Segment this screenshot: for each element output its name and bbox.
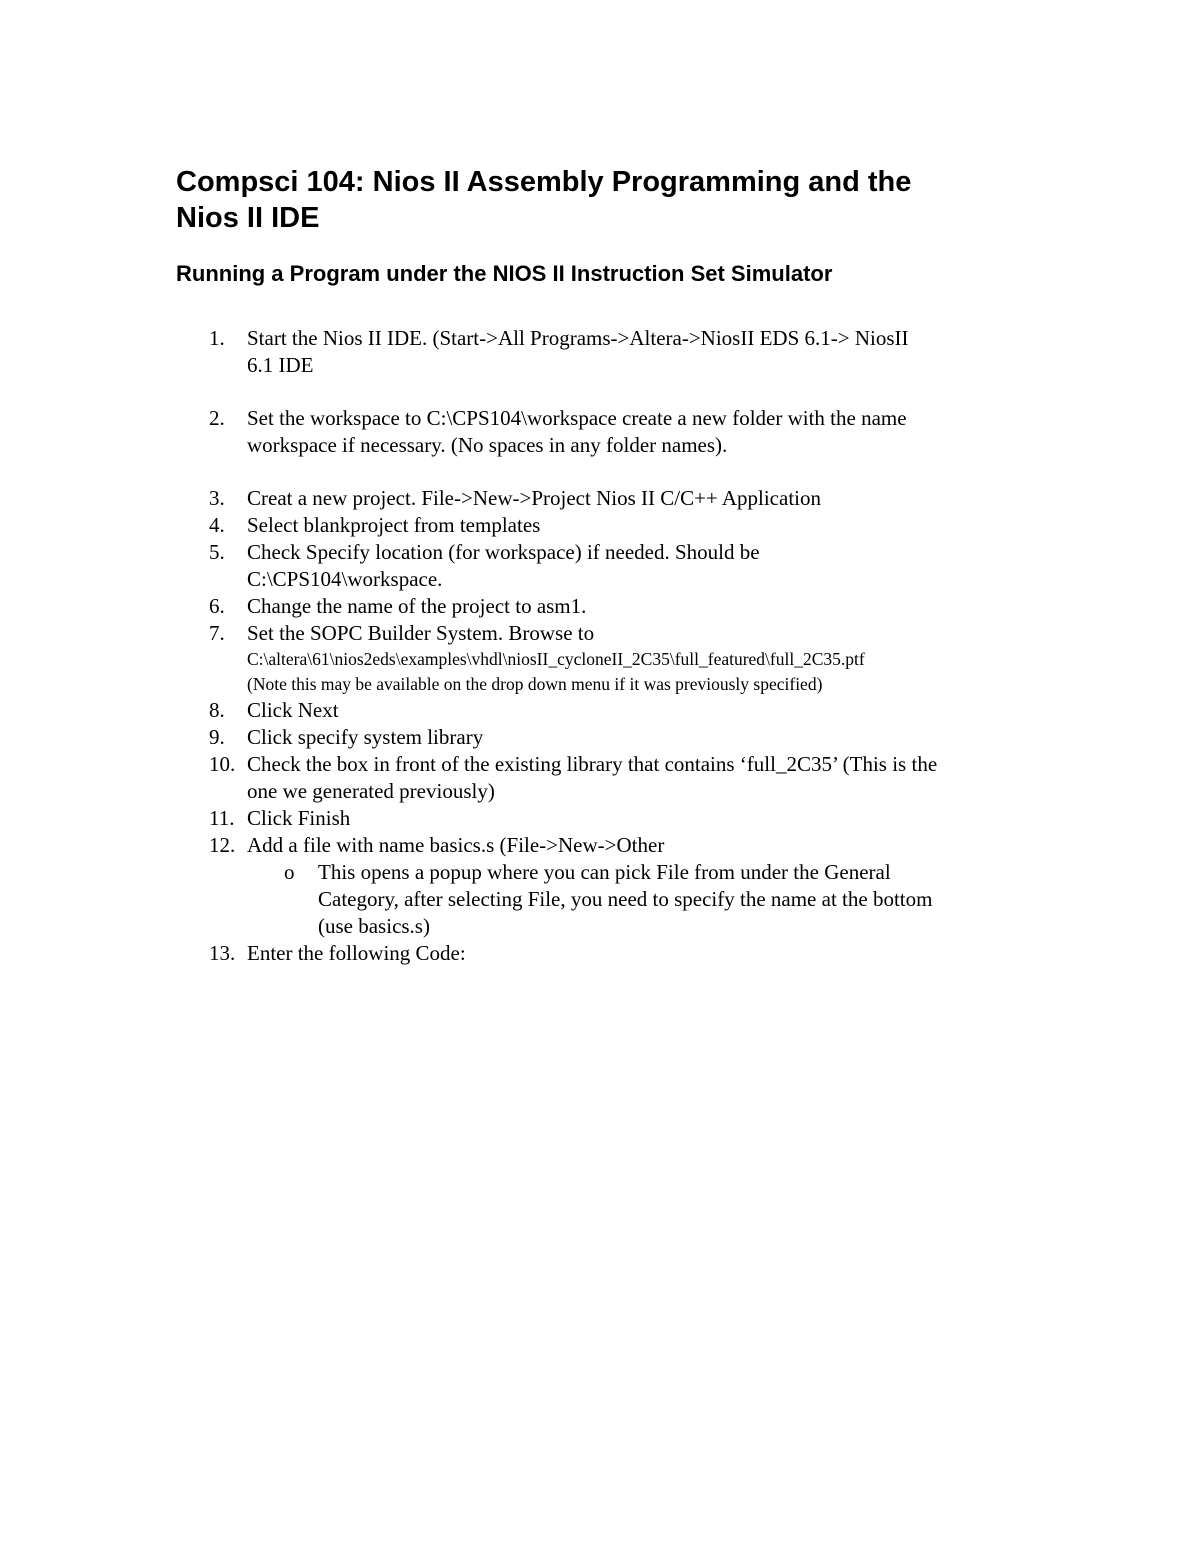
step-number: 11. (209, 806, 235, 830)
list-item (176, 697, 1036, 724)
sub-bullet-text: (use basics.s) (318, 914, 430, 938)
step-number: 1. (209, 326, 225, 350)
step-text: Add a file with name basics.s (File->New->Other (247, 833, 665, 857)
step-number: 3. (209, 486, 225, 510)
step-text: Click specify system library (247, 725, 484, 749)
step-text: Creat a new project. File->New->Project Nios II C/C++ Application (247, 486, 821, 510)
list-item (176, 832, 1036, 940)
sub-bullet-text: This opens a popup where you can pick File from under the General (318, 860, 891, 884)
step-number: 9. (209, 725, 225, 749)
section-heading: Running a Program under the NIOS II Instruction Set Simulator (176, 261, 833, 286)
step-text: Click Finish (247, 806, 351, 830)
step-text: Start the Nios II IDE. (Start->All Programs->Altera->NiosII EDS 6.1-> NiosII (247, 326, 909, 350)
list-item (176, 751, 1036, 805)
step-text: 6.1 IDE (247, 353, 314, 377)
list-item (176, 539, 1036, 593)
step-text: C:\CPS104\workspace. (247, 567, 443, 591)
step-number: 10. (209, 752, 236, 776)
title-line-2: Nios II IDE (176, 202, 320, 234)
step-text: Set the workspace to C:\CPS104\workspace create a new folder with the name (247, 406, 907, 430)
list-item (176, 512, 1036, 539)
step-text: workspace if necessary. (No spaces in any folder names). (247, 433, 728, 457)
title-line-1: Compsci 104: Nios II Assembly Programming and the (176, 166, 912, 198)
step-number: 5. (209, 540, 225, 564)
step-number: 7. (209, 621, 225, 645)
step-text: Change the name of the project to asm1. (247, 594, 587, 618)
step-number: 8. (209, 698, 225, 722)
sub-bullet-list (247, 859, 1036, 940)
step-number: 13. (209, 941, 236, 965)
list-item (176, 405, 1036, 459)
list-item (176, 724, 1036, 751)
step-number: 2. (209, 406, 225, 430)
list-item (176, 620, 1036, 697)
step-note-text: (Note this may be available on the drop down menu if it was previously specified) (247, 674, 823, 694)
step-number: 12. (209, 833, 236, 857)
document-title (176, 164, 1076, 236)
list-item (176, 485, 1036, 512)
sub-bullet-text: Category, after selecting File, you need to specify the name at the bottom (318, 887, 933, 911)
step-text: Check Specify location (for workspace) if needed. Should be (247, 540, 760, 564)
step-text: one we generated previously) (247, 779, 495, 803)
list-item (176, 940, 1036, 967)
list-item (176, 593, 1036, 620)
bullet-marker-icon: o (284, 860, 295, 884)
step-text: Set the SOPC Builder System. Browse to (247, 621, 595, 645)
list-item (176, 805, 1036, 832)
step-number: 4. (209, 513, 225, 537)
steps-list (176, 325, 1036, 967)
list-item (176, 325, 1036, 379)
step-text: Enter the following Code: (247, 941, 466, 965)
step-text: Select blankproject from templates (247, 513, 541, 537)
step-number: 6. (209, 594, 225, 618)
step-text: Click Next (247, 698, 339, 722)
step-text: Check the box in front of the existing library that contains ‘full_2C35’ (This is the (247, 752, 938, 776)
step-path-text: C:\altera\61\nios2eds\examples\vhdl\niosII_cycloneII_2C35\full_featured\full_2C35.ptf (247, 649, 865, 669)
sub-bullet-item (247, 859, 1036, 940)
